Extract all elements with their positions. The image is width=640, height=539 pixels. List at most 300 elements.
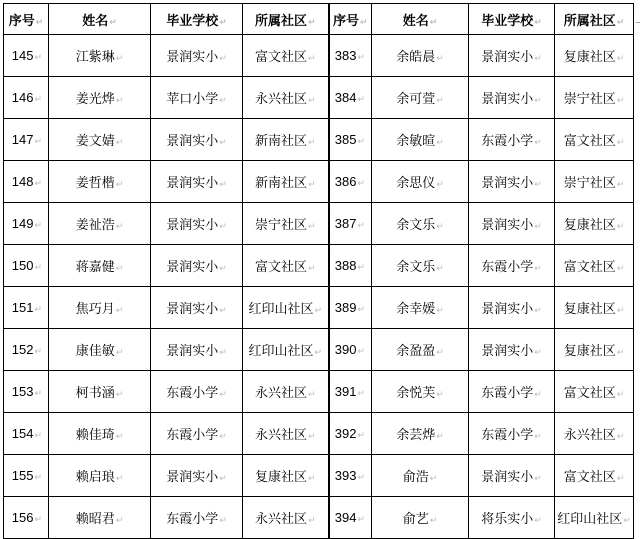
paragraph-mark: ↵ <box>219 180 227 190</box>
header-name <box>49 4 151 35</box>
cell-text: 154 <box>11 426 34 441</box>
cell-serial-number <box>4 119 49 161</box>
paragraph-mark: ↵ <box>115 474 124 484</box>
header-label: 所属社区 <box>563 13 616 29</box>
cell-community <box>555 203 634 245</box>
paragraph-mark: ↵ <box>115 54 124 64</box>
cell-name <box>372 161 469 203</box>
table-row <box>4 161 634 203</box>
cell-community <box>243 161 329 203</box>
cell-serial-number <box>329 287 372 329</box>
cell-text: 147 <box>11 132 34 147</box>
cell-text: 姜祉浩 <box>75 218 115 233</box>
cell-serial-number <box>4 413 49 455</box>
cell-serial-number <box>4 371 49 413</box>
cell-text: 余幸媛 <box>396 302 436 317</box>
cell-school <box>151 455 243 497</box>
table-row <box>4 455 634 497</box>
cell-text: 余芸烨 <box>396 428 436 443</box>
cell-serial-number <box>329 497 372 539</box>
paragraph-mark: ↵ <box>436 390 444 400</box>
cell-text: 康佳敏 <box>75 344 115 359</box>
cell-text: 俞艺 <box>402 512 429 527</box>
cell-name <box>49 245 151 287</box>
paragraph-mark: ↵ <box>436 306 444 316</box>
cell-community <box>243 203 329 245</box>
cell-text: 永兴社区 <box>563 428 616 443</box>
paragraph-mark: ↵ <box>307 390 316 400</box>
cell-text: 蒋嘉健 <box>75 260 115 275</box>
cell-text: 145 <box>11 48 34 63</box>
cell-text: 153 <box>11 384 34 399</box>
paragraph-mark: ↵ <box>115 96 124 106</box>
cell-community <box>555 497 634 539</box>
paragraph-mark: ↵ <box>357 220 365 230</box>
cell-school <box>469 77 555 119</box>
cell-text: 384 <box>334 90 357 105</box>
cell-text: 红印山社区 <box>248 344 314 359</box>
cell-text: 景润实小 <box>166 218 219 233</box>
paragraph-mark: ↵ <box>34 430 42 440</box>
table-row <box>4 77 634 119</box>
cell-text: 东霞小学 <box>481 134 534 149</box>
table-row <box>4 413 634 455</box>
cell-serial-number <box>329 35 372 77</box>
cell-name <box>372 35 469 77</box>
paragraph-mark: ↵ <box>219 17 227 28</box>
cell-community <box>555 287 634 329</box>
paragraph-mark: ↵ <box>436 180 444 190</box>
cell-text: 复康社区 <box>563 344 616 359</box>
cell-text: 东霞小学 <box>481 386 534 401</box>
cell-name <box>49 371 151 413</box>
paragraph-mark: ↵ <box>34 472 42 482</box>
cell-text: 景润实小 <box>166 470 219 485</box>
cell-serial-number <box>329 203 372 245</box>
paragraph-mark: ↵ <box>219 390 227 400</box>
paragraph-mark: ↵ <box>307 264 316 274</box>
cell-serial-number <box>4 161 49 203</box>
paragraph-mark: ↵ <box>307 474 316 484</box>
cell-text: 红印山社区 <box>248 302 314 317</box>
paragraph-mark: ↵ <box>357 94 365 104</box>
cell-name <box>372 77 469 119</box>
cell-community <box>555 161 634 203</box>
cell-name <box>372 245 469 287</box>
cell-text: 姜文婧 <box>75 134 115 149</box>
cell-serial-number <box>4 203 49 245</box>
cell-school <box>151 35 243 77</box>
paragraph-mark: ↵ <box>436 96 444 106</box>
cell-school <box>469 287 555 329</box>
paragraph-mark: ↵ <box>219 432 227 442</box>
paragraph-mark: ↵ <box>34 346 42 356</box>
paragraph-mark: ↵ <box>616 180 625 190</box>
cell-text: 复康社区 <box>563 302 616 317</box>
paragraph-mark: ↵ <box>307 516 316 526</box>
cell-text: 景润实小 <box>481 470 534 485</box>
paragraph-mark: ↵ <box>534 138 542 148</box>
cell-text: 景润实小 <box>166 134 219 149</box>
cell-text: 391 <box>334 384 357 399</box>
header-label: 序号 <box>8 13 35 29</box>
cell-school <box>151 245 243 287</box>
cell-serial-number <box>4 287 49 329</box>
paragraph-mark: ↵ <box>219 54 227 64</box>
header-serial-number <box>329 4 372 35</box>
cell-school <box>469 497 555 539</box>
paragraph-mark: ↵ <box>219 138 227 148</box>
cell-text: 姜光烨 <box>75 92 115 107</box>
paragraph-mark: ↵ <box>357 346 365 356</box>
cell-serial-number <box>329 329 372 371</box>
cell-text: 永兴社区 <box>254 428 307 443</box>
header-label: 姓名 <box>82 13 109 29</box>
cell-text: 东霞小学 <box>481 260 534 275</box>
cell-text: 复康社区 <box>563 218 616 233</box>
cell-text: 景润实小 <box>166 260 219 275</box>
paragraph-mark: ↵ <box>34 388 42 398</box>
paragraph-mark: ↵ <box>307 54 316 64</box>
paragraph-mark: ↵ <box>219 516 227 526</box>
paragraph-mark: ↵ <box>314 348 323 358</box>
paragraph-mark: ↵ <box>34 514 42 524</box>
cell-community <box>243 119 329 161</box>
cell-name <box>49 287 151 329</box>
paragraph-mark: ↵ <box>109 17 117 28</box>
cell-school <box>151 203 243 245</box>
cell-text: 景润实小 <box>481 344 534 359</box>
table-row <box>4 203 634 245</box>
paragraph-mark: ↵ <box>115 306 124 316</box>
cell-text: 赖启琅 <box>75 470 115 485</box>
cell-community <box>243 497 329 539</box>
paragraph-mark: ↵ <box>219 96 227 106</box>
header-label: 毕业学校 <box>166 13 219 29</box>
paragraph-mark: ↵ <box>115 348 124 358</box>
cell-community <box>243 413 329 455</box>
cell-text: 苹口小学 <box>166 92 219 107</box>
cell-text: 姜哲楷 <box>75 176 115 191</box>
cell-serial-number <box>4 77 49 119</box>
cell-community <box>555 119 634 161</box>
paragraph-mark: ↵ <box>219 474 227 484</box>
paragraph-mark: ↵ <box>436 432 444 442</box>
paragraph-mark: ↵ <box>357 178 365 188</box>
paragraph-mark: ↵ <box>357 514 365 524</box>
paragraph-mark: ↵ <box>616 348 625 358</box>
paragraph-mark: ↵ <box>534 348 542 358</box>
cell-name <box>372 203 469 245</box>
paragraph-mark: ↵ <box>34 304 42 314</box>
cell-text: 390 <box>334 342 357 357</box>
cell-serial-number <box>4 35 49 77</box>
cell-text: 复康社区 <box>254 470 307 485</box>
paragraph-mark: ↵ <box>534 474 542 484</box>
header-school <box>469 4 555 35</box>
paragraph-mark: ↵ <box>429 516 438 526</box>
cell-name <box>49 329 151 371</box>
paragraph-mark: ↵ <box>357 388 365 398</box>
cell-community <box>555 455 634 497</box>
cell-text: 景润实小 <box>481 176 534 191</box>
cell-text: 156 <box>11 510 34 525</box>
cell-text: 新南社区 <box>254 176 307 191</box>
cell-text: 永兴社区 <box>254 92 307 107</box>
cell-text: 余悦芙 <box>396 386 436 401</box>
cell-text: 余文乐 <box>396 218 436 233</box>
cell-community <box>243 35 329 77</box>
paragraph-mark: ↵ <box>219 264 227 274</box>
cell-community <box>243 287 329 329</box>
cell-text: 复康社区 <box>563 50 616 65</box>
cell-name <box>49 161 151 203</box>
cell-school <box>151 287 243 329</box>
paragraph-mark: ↵ <box>219 306 227 316</box>
paragraph-mark: ↵ <box>534 432 542 442</box>
cell-community <box>243 329 329 371</box>
paragraph-mark: ↵ <box>436 348 444 358</box>
paragraph-mark: ↵ <box>115 516 124 526</box>
cell-serial-number <box>329 455 372 497</box>
cell-school <box>469 455 555 497</box>
paragraph-mark: ↵ <box>115 264 124 274</box>
cell-text: 景润实小 <box>166 50 219 65</box>
paragraph-mark: ↵ <box>34 94 42 104</box>
student-roster-table <box>3 3 634 539</box>
paragraph-mark: ↵ <box>115 432 124 442</box>
cell-school <box>469 413 555 455</box>
cell-text: 387 <box>334 216 357 231</box>
cell-text: 392 <box>334 426 357 441</box>
cell-school <box>151 329 243 371</box>
paragraph-mark: ↵ <box>436 264 444 274</box>
cell-school <box>469 245 555 287</box>
paragraph-mark: ↵ <box>115 390 124 400</box>
cell-school <box>469 161 555 203</box>
cell-school <box>469 203 555 245</box>
cell-community <box>555 245 634 287</box>
cell-community <box>243 455 329 497</box>
paragraph-mark: ↵ <box>436 222 444 232</box>
paragraph-mark: ↵ <box>616 432 625 442</box>
paragraph-mark: ↵ <box>34 52 42 62</box>
header-label: 姓名 <box>402 13 429 29</box>
paragraph-mark: ↵ <box>307 96 316 106</box>
cell-text: 余盈盈 <box>396 344 436 359</box>
cell-text: 崇宁社区 <box>563 92 616 107</box>
table-body <box>4 35 634 539</box>
cell-text: 景润实小 <box>166 344 219 359</box>
cell-text: 景润实小 <box>481 50 534 65</box>
paragraph-mark: ↵ <box>429 17 438 28</box>
cell-name <box>372 329 469 371</box>
header-name <box>372 4 469 35</box>
cell-school <box>151 161 243 203</box>
cell-text: 余可萱 <box>396 92 436 107</box>
paragraph-mark: ↵ <box>616 264 625 274</box>
cell-text: 永兴社区 <box>254 386 307 401</box>
cell-text: 红印山社区 <box>557 512 623 527</box>
header-community <box>243 4 329 35</box>
cell-serial-number <box>329 119 372 161</box>
cell-community <box>555 77 634 119</box>
header-label: 毕业学校 <box>481 13 534 29</box>
cell-text: 东霞小学 <box>481 428 534 443</box>
cell-text: 新南社区 <box>254 134 307 149</box>
paragraph-mark: ↵ <box>357 430 365 440</box>
cell-community <box>243 371 329 413</box>
paragraph-mark: ↵ <box>534 54 542 64</box>
paragraph-mark: ↵ <box>357 304 365 314</box>
header-school <box>151 4 243 35</box>
table-row <box>4 35 634 77</box>
paragraph-mark: ↵ <box>34 178 42 188</box>
cell-text: 景润实小 <box>166 176 219 191</box>
paragraph-mark: ↵ <box>359 17 368 28</box>
paragraph-mark: ↵ <box>616 54 625 64</box>
cell-school <box>469 35 555 77</box>
table-row <box>4 329 634 371</box>
cell-name <box>49 455 151 497</box>
cell-serial-number <box>329 371 372 413</box>
cell-text: 景润实小 <box>481 302 534 317</box>
cell-school <box>151 371 243 413</box>
paragraph-mark: ↵ <box>436 54 444 64</box>
paragraph-mark: ↵ <box>436 138 444 148</box>
paragraph-mark: ↵ <box>534 264 542 274</box>
cell-community <box>555 371 634 413</box>
paragraph-mark: ↵ <box>534 180 542 190</box>
paragraph-mark: ↵ <box>34 262 42 272</box>
cell-name <box>372 455 469 497</box>
paragraph-mark: ↵ <box>307 138 316 148</box>
paragraph-mark: ↵ <box>357 136 365 146</box>
cell-text: 152 <box>11 342 34 357</box>
cell-community <box>555 35 634 77</box>
table-row <box>4 497 634 539</box>
paragraph-mark: ↵ <box>534 390 542 400</box>
cell-text: 东霞小学 <box>166 386 219 401</box>
cell-text: 景润实小 <box>481 218 534 233</box>
paragraph-mark: ↵ <box>115 138 124 148</box>
paragraph-mark: ↵ <box>534 222 542 232</box>
cell-name <box>49 119 151 161</box>
paragraph-mark: ↵ <box>616 222 625 232</box>
cell-text: 将乐实小 <box>481 512 534 527</box>
cell-text: 赖昭君 <box>75 512 115 527</box>
cell-text: 东霞小学 <box>166 428 219 443</box>
paragraph-mark: ↵ <box>534 17 542 28</box>
paragraph-mark: ↵ <box>616 96 625 106</box>
cell-text: 余皓晨 <box>396 50 436 65</box>
cell-name <box>49 77 151 119</box>
cell-name <box>372 497 469 539</box>
cell-text: 富文社区 <box>563 470 616 485</box>
cell-serial-number <box>4 455 49 497</box>
cell-serial-number <box>4 329 49 371</box>
paragraph-mark: ↵ <box>616 474 625 484</box>
cell-text: 富文社区 <box>254 260 307 275</box>
cell-text: 焦巧月 <box>75 302 115 317</box>
cell-text: 余文乐 <box>396 260 436 275</box>
cell-name <box>49 35 151 77</box>
cell-name <box>372 287 469 329</box>
paragraph-mark: ↵ <box>314 306 323 316</box>
cell-text: 386 <box>334 174 357 189</box>
cell-text: 俞浩 <box>402 470 429 485</box>
header-label: 所属社区 <box>254 13 307 29</box>
header-community <box>555 4 634 35</box>
cell-serial-number <box>329 413 372 455</box>
cell-text: 东霞小学 <box>166 512 219 527</box>
cell-community <box>555 413 634 455</box>
cell-serial-number <box>329 161 372 203</box>
cell-serial-number <box>4 497 49 539</box>
paragraph-mark: ↵ <box>307 432 316 442</box>
cell-text: 146 <box>11 90 34 105</box>
paragraph-mark: ↵ <box>616 390 625 400</box>
cell-text: 余思仪 <box>396 176 436 191</box>
cell-text: 富文社区 <box>563 386 616 401</box>
cell-name <box>49 203 151 245</box>
cell-text: 150 <box>11 258 34 273</box>
paragraph-mark: ↵ <box>35 17 44 28</box>
cell-text: 余敏暄 <box>396 134 436 149</box>
cell-text: 393 <box>334 468 357 483</box>
cell-name <box>372 119 469 161</box>
cell-school <box>151 413 243 455</box>
cell-text: 394 <box>334 510 357 525</box>
cell-text: 388 <box>334 258 357 273</box>
cell-school <box>151 119 243 161</box>
cell-school <box>469 329 555 371</box>
paragraph-mark: ↵ <box>534 96 542 106</box>
cell-text: 148 <box>11 174 34 189</box>
cell-school <box>151 497 243 539</box>
cell-text: 155 <box>11 468 34 483</box>
cell-name <box>49 497 151 539</box>
cell-community <box>555 329 634 371</box>
paragraph-mark: ↵ <box>357 472 365 482</box>
cell-text: 富文社区 <box>563 260 616 275</box>
page-edge-marker <box>636 22 640 23</box>
cell-text: 富文社区 <box>254 50 307 65</box>
paragraph-mark: ↵ <box>34 136 42 146</box>
cell-text: 389 <box>334 300 357 315</box>
cell-text: 崇宁社区 <box>254 218 307 233</box>
paragraph-mark: ↵ <box>616 306 625 316</box>
cell-school <box>151 77 243 119</box>
cell-serial-number <box>329 77 372 119</box>
cell-name <box>372 371 469 413</box>
header-serial-number <box>4 4 49 35</box>
table-row <box>4 119 634 161</box>
paragraph-mark: ↵ <box>357 52 365 62</box>
cell-text: 149 <box>11 216 34 231</box>
paragraph-mark: ↵ <box>219 222 227 232</box>
cell-serial-number <box>4 245 49 287</box>
cell-name <box>49 413 151 455</box>
paragraph-mark: ↵ <box>534 516 542 526</box>
cell-name <box>372 413 469 455</box>
paragraph-mark: ↵ <box>219 348 227 358</box>
cell-text: 富文社区 <box>563 134 616 149</box>
cell-text: 柯书涵 <box>75 386 115 401</box>
header-label: 序号 <box>332 13 359 29</box>
paragraph-mark: ↵ <box>616 17 625 28</box>
cell-text: 385 <box>334 132 357 147</box>
